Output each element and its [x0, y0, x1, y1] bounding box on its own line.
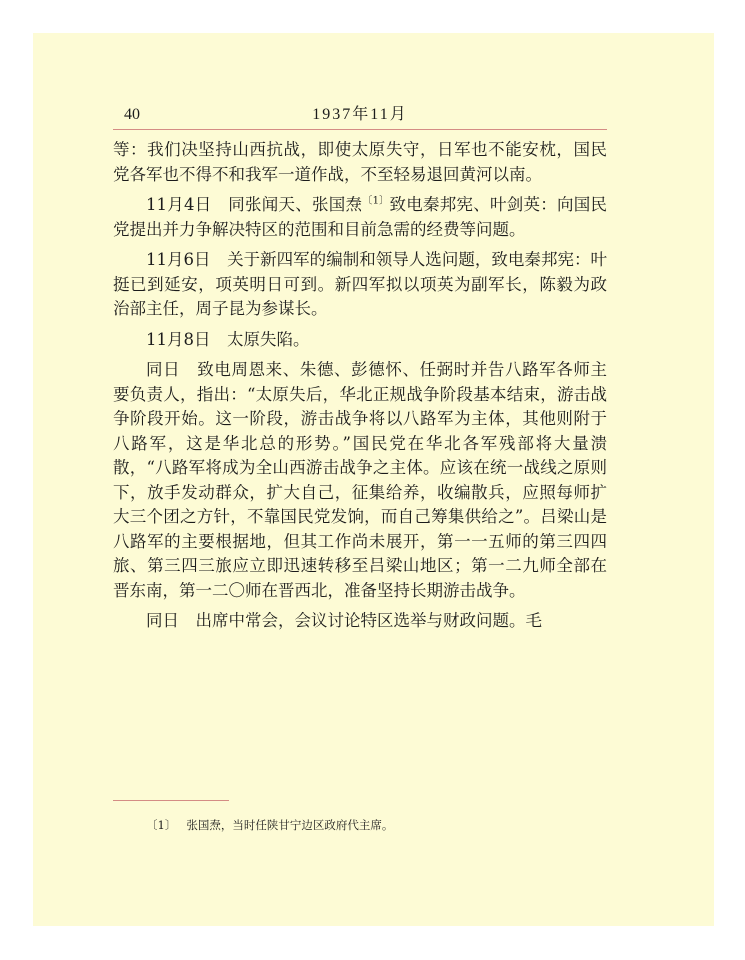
- paragraph-nov-6: 11月6日 关于新四军的编制和领导人选问题，致电秦邦宪：叶挺已到延安，项英明日可到。新四军拟以项英为副军长，陈毅为政治部主任，周子昆为参谋长。: [113, 250, 607, 318]
- paragraph-same-day-telegram: 同日 致电周恩来、朱德、彭德怀、任弼时并告八路军各师主要负责人，指出：“太原失后，华北正规战争阶段基本结束，游击战争阶段开始。这一阶段，游击战争将以八路军为主体，其他则附于八路军，这是华北总的形势。”国民党在华北各军残部将大量溃散，“八路军将成为全山西游击战争之主体。应该在统一战线之原则下，放手发动群众，扩大自己，征集给养，收编散兵，应照每师扩大三个团之方针，不靠国民党发饷，而自己筹集供给之”。吕梁山是八路军的主要根据地，但其工作尚未展开，第一一五师的第三四四旅、第三四三旅应立即迅速转移至吕梁山地区；第一二九师全部在晋东南，第一二〇师在晋西北，准备坚持长期游击战争。: [113, 360, 607, 600]
- footnote-rule: [113, 800, 229, 801]
- page-number: 40: [124, 106, 140, 123]
- paragraph-nov-4-rest: 致电秦邦宪、叶剑英：向国民党提出并力争解决特区的范围和目前急需的经费等问题。: [113, 195, 608, 239]
- page-header: [113, 103, 607, 127]
- footnote-mark: 〔1〕: [146, 818, 177, 832]
- footnote: [146, 816, 586, 834]
- paragraph-nov-8: 11月8日 太原失陷。: [146, 329, 310, 349]
- footnote-text: 张国焘，当时任陕甘宁边区政府代主席。: [186, 818, 394, 832]
- paragraph-same-day-meeting: 同日 出席中常会，会议讨论特区选举与财政问题。毛: [146, 611, 542, 630]
- paragraph-nov-4: [113, 193, 607, 242]
- footnote-reference[interactable]: 〔1〕: [362, 195, 390, 207]
- paragraph-nov-4-start: 11月4日 同张闻天、张国焘: [146, 195, 363, 214]
- running-header-date: 1937年11月: [312, 106, 408, 123]
- header-rule: [113, 129, 607, 130]
- paragraph-continued: 等：我们决坚持山西抗战，即使太原失守，日军也不能安枕，国民党各军也不得不和我军一道作战，不至轻易退回黄河以南。: [113, 140, 607, 184]
- main-text: [113, 138, 607, 640]
